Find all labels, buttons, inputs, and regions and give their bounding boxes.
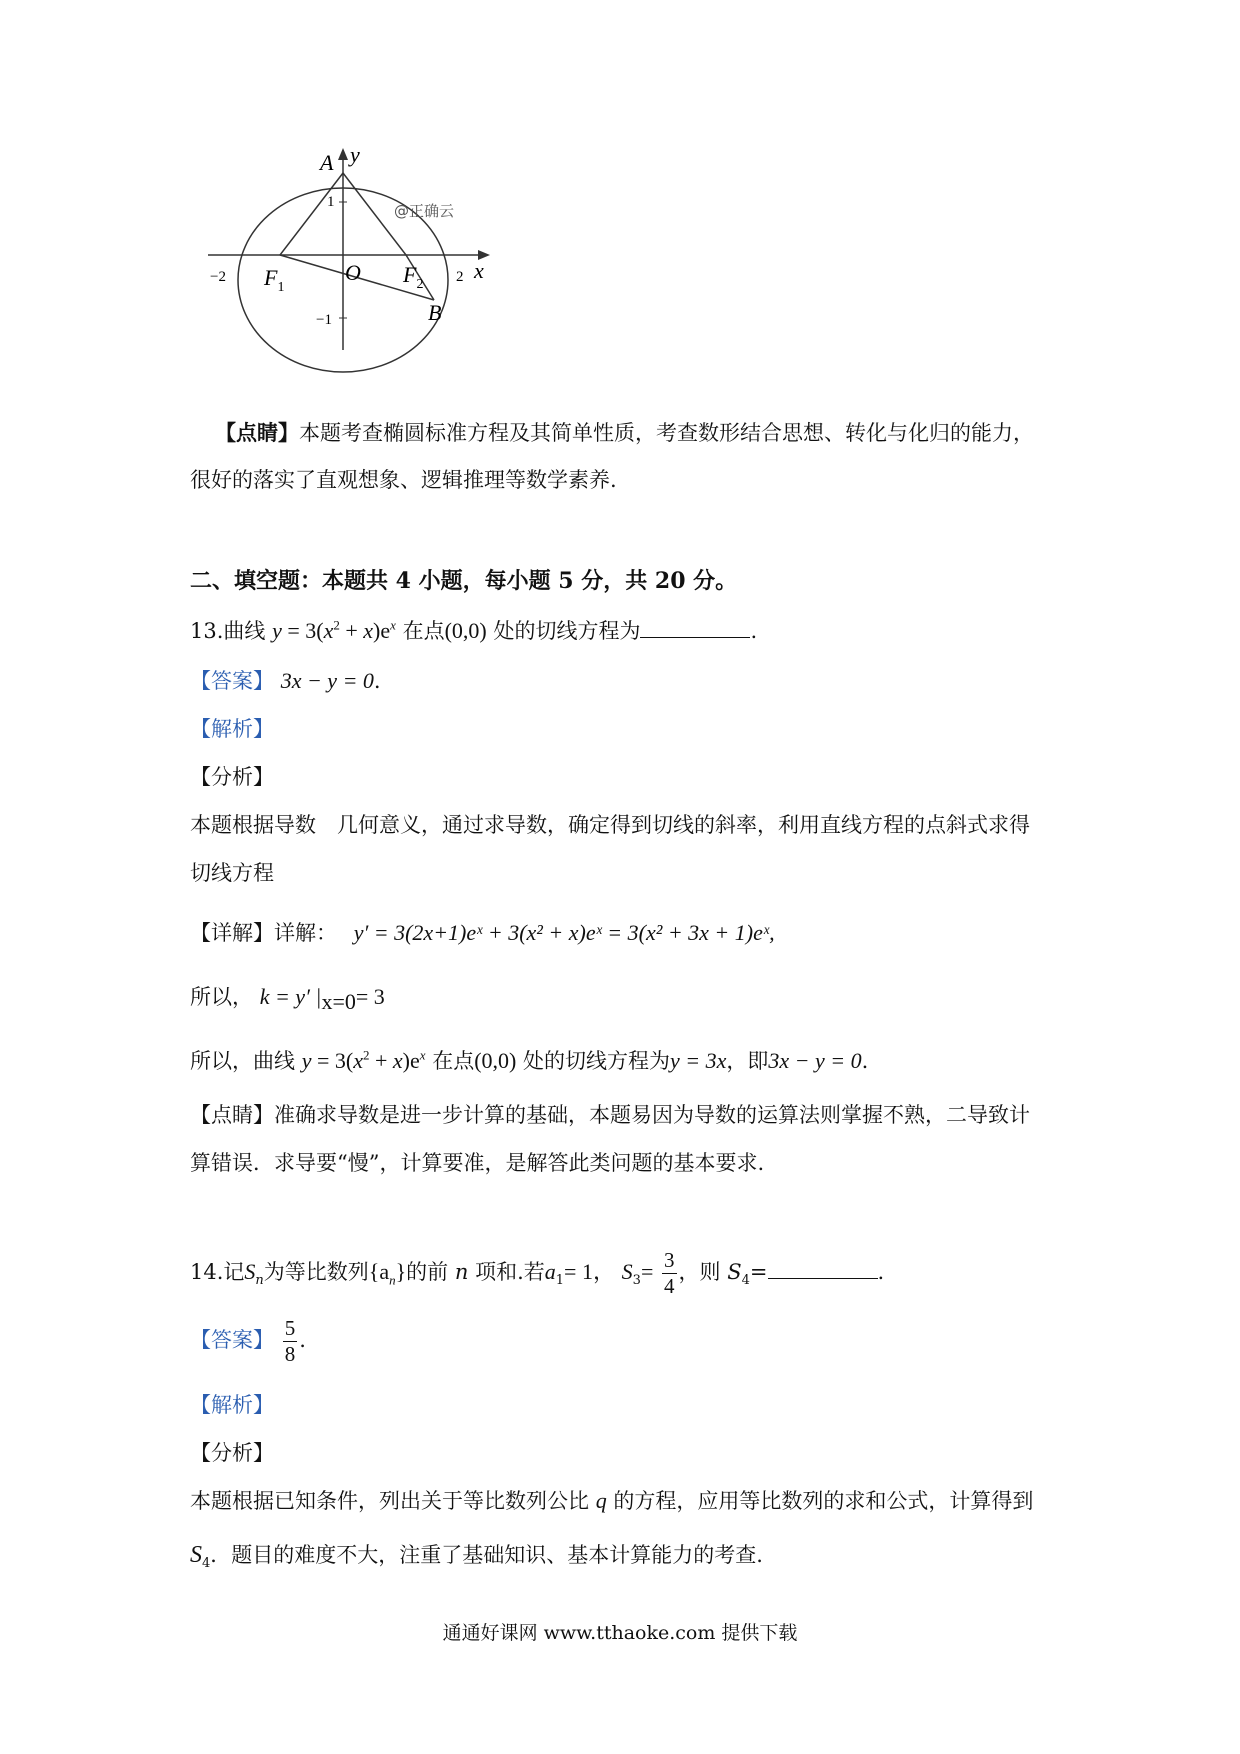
question-13: 13.曲线 $y = 3(x^2 + x)e^x$ 在点(0,0) 处的切线方程为 . xyxy=(190,617,758,643)
dianjing-12-line2: 很好的落实了直观想象、逻辑推理等数学素养. xyxy=(190,468,617,492)
q13-k-line: 所以， k = y′ $|_{x=0}= 3$ xyxy=(190,984,385,1015)
question-14: 14.记$S_n$为等比数列$\{a_n\}$的前 n 项和.若$a_1= 1$， $S_3=$ $\frac{3}{4}$ ，则 $S_4=$ . xyxy=(190,1248,885,1298)
ellipse-figure xyxy=(210,142,558,400)
fraction-3-4: $\frac{3}{4}$ xyxy=(664,1248,675,1298)
q14-fenxi-line1: 本题根据已知条件，列出关于等比数列公比 q 的方程，应用等比数列的求和公式，计算得到 xyxy=(190,1488,1034,1513)
section-title: 二、填空题：本题共 4 小题，每小题 5 分，共 20 分。 xyxy=(190,568,738,594)
q13-dianjing-line2: 算错误．求导要“慢”，计算要准，是解答此类问题的基本要求. xyxy=(190,1151,765,1175)
label-y: y xyxy=(350,142,360,167)
tick-1: 1 xyxy=(327,194,335,210)
watermark: @正确云 xyxy=(394,202,455,220)
q13-conclusion: 所以，曲线 $y = 3(x^2 + x)e^x$ 在点(0,0) 处的切线方程为y = 3x，即3x − y = 0. xyxy=(190,1047,869,1073)
label-B: B xyxy=(428,300,442,325)
q13-xiangjie: 【详解】详解： y′ = 3(2x+1)eˣ + 3(x² + x)eˣ = 3(x² + 3x + 1)eˣ, xyxy=(190,920,775,945)
label-A: A xyxy=(320,150,334,175)
q13-fenxi: 【分析】 xyxy=(190,765,274,789)
label-F1: $F_1$ xyxy=(264,265,285,295)
label-x: x xyxy=(474,258,484,283)
dianjing-12-line1: 【点睛】本题考查椭圆标准方程及其简单性质，考查数形结合思想、转化与化归的能力， xyxy=(215,420,1034,445)
y-axis-arrow xyxy=(338,148,348,160)
label-F2: $F_2$ xyxy=(403,262,424,292)
q13-answer: 【答案】 3x − y = 0. xyxy=(190,668,381,693)
q13-fenxi-line2: 切线方程 xyxy=(190,861,274,885)
q13-derivative: y′ = 3(2x+1)eˣ + 3(x² + x)eˣ = 3(x² + 3x + 1)eˣ, xyxy=(353,920,775,945)
q14-jiexi: 【解析】 xyxy=(190,1393,274,1417)
segment-AF1 xyxy=(280,173,343,255)
q13-curve-equation: $y = 3(x^2 + x)e^x$ xyxy=(272,617,396,643)
q14-fenxi-line2: $S_4$．题目的难度不大，注重了基础知识、基本计算能力的考查. xyxy=(190,1542,763,1572)
fraction-5-8: $\frac{5}{8}$ xyxy=(284,1316,296,1366)
q13-dianjing-line1: 【点睛】准确求导数是进一步计算的基础，本题易因为导数的运算法则掌握不熟，二导致计 xyxy=(190,1103,1030,1127)
q13-jiexi: 【解析】 xyxy=(190,717,274,741)
q14-answer: 【答案】 $\frac{5}{8}$ . xyxy=(190,1316,306,1366)
label-O: O xyxy=(345,260,361,285)
answer-blank xyxy=(768,1258,878,1279)
tick-neg2: −2 xyxy=(210,269,226,285)
page-footer: 通通好课网 www.tthaoke.com 提供下载 xyxy=(442,1622,798,1644)
answer-blank xyxy=(640,617,750,638)
q14-fenxi: 【分析】 xyxy=(190,1441,274,1465)
tick-neg1: −1 xyxy=(316,312,332,328)
tick-2: 2 xyxy=(456,269,464,285)
q13-fenxi-line1: 本题根据导数 几何意义，通过求导数，确定得到切线的斜率，利用直线方程的点斜式求得 xyxy=(190,813,1030,837)
